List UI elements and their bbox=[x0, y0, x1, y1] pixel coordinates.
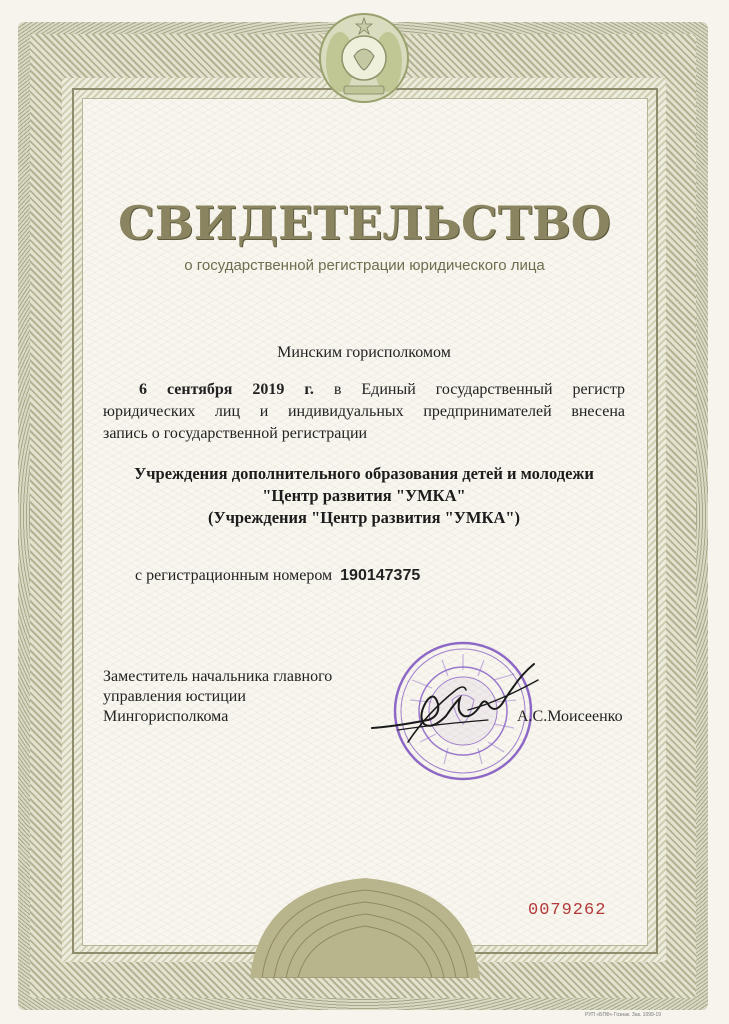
certificate-subtitle: о государственной регистрации юридического лица bbox=[184, 257, 545, 274]
registration-number-label: с регистрационным номером bbox=[135, 567, 333, 584]
signer-title bbox=[103, 667, 393, 727]
serial-number: 0079262 bbox=[528, 901, 607, 920]
printer-mark: РУП «БПФ» Гознак. Зак. 1099-19 bbox=[585, 1012, 662, 1018]
signer-name: А.С.Моисеенко bbox=[517, 708, 623, 725]
bottom-ornament bbox=[250, 868, 480, 978]
handwritten-signature bbox=[368, 650, 548, 750]
registration-date: 6 сентября 2019 г. bbox=[139, 381, 314, 398]
state-emblem-icon bbox=[318, 12, 410, 104]
registration-line-3: запись о государственной регистрации bbox=[103, 425, 368, 442]
authority-line: Минским горисполкомом bbox=[277, 344, 451, 361]
signer-title-line-3: Мингорисполкома bbox=[103, 708, 229, 725]
entity-name-block bbox=[103, 463, 625, 529]
registration-number-line bbox=[135, 567, 420, 585]
entity-short-name: (Учреждения "Центр развития "УМКА") bbox=[207, 508, 521, 527]
signer-title-line-1: Заместитель начальника главного bbox=[103, 668, 333, 685]
certificate-title: СВИДЕТЕЛЬСТВО bbox=[118, 196, 611, 250]
entity-name-line-2: "Центр развития "УМКА" bbox=[262, 486, 466, 505]
registration-number: 190147375 bbox=[340, 567, 421, 584]
signer-title-line-2: управления юстиции bbox=[103, 688, 246, 705]
entity-name-line-1: Учреждения дополнительного образования детей и молодежи bbox=[134, 464, 594, 483]
registration-line-1 bbox=[103, 379, 625, 400]
registration-line-1-rest: в Единый государственный регистр bbox=[333, 381, 626, 398]
registration-line-2: юридических лиц и индивидуальных предпринимателей внесена bbox=[103, 403, 625, 420]
